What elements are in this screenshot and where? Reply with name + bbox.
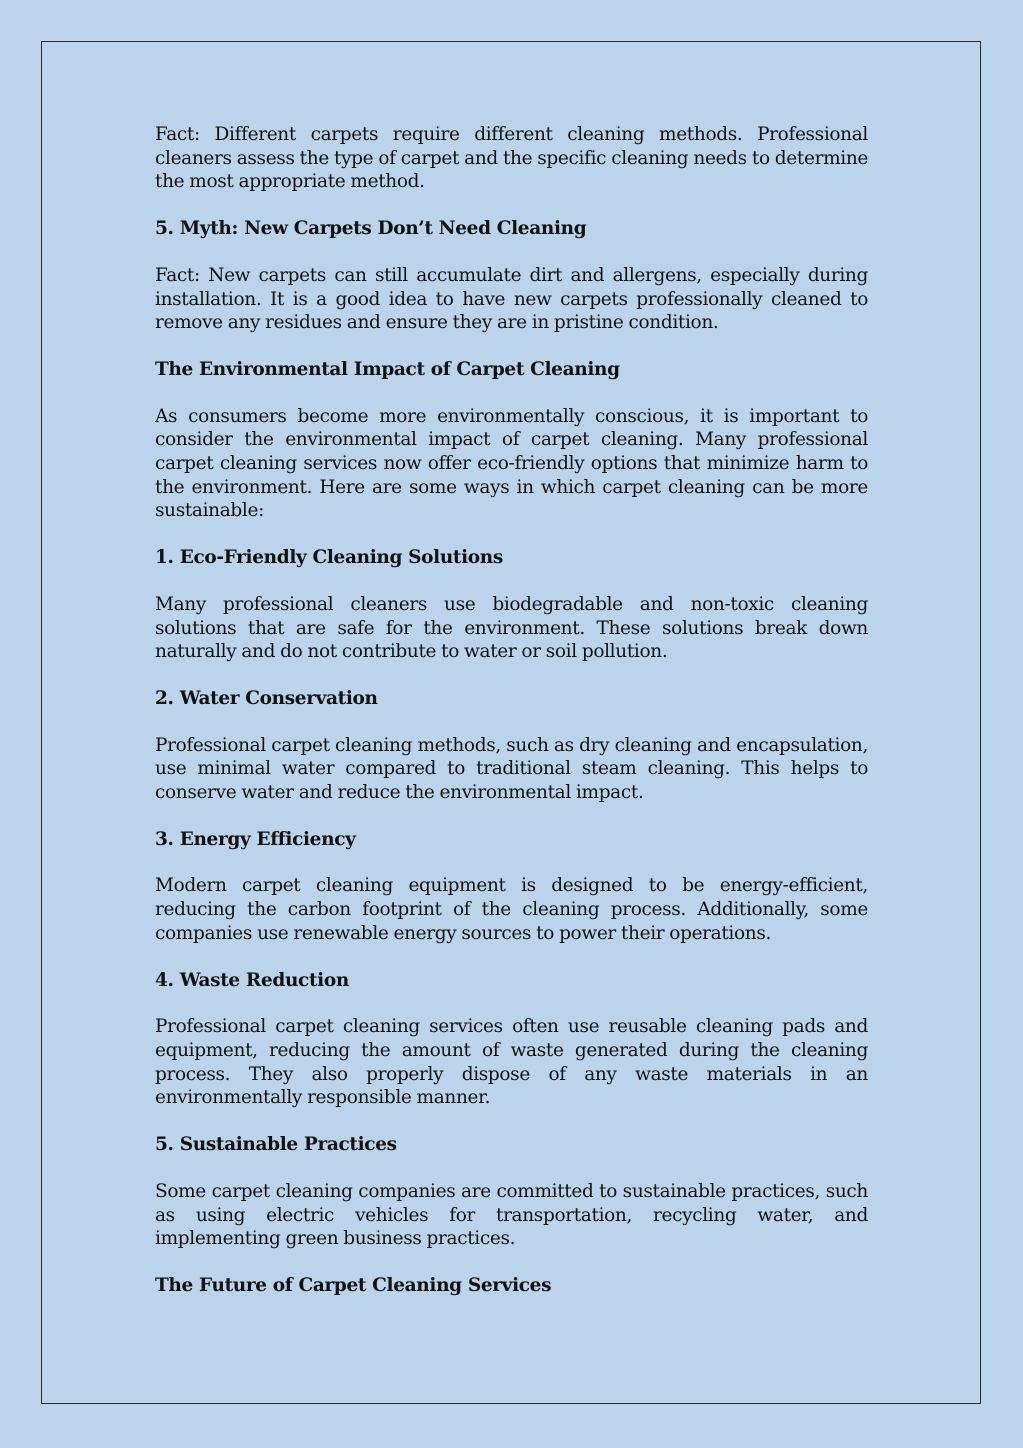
waste-reduction-heading: 4. Waste Reduction	[155, 969, 349, 991]
future-heading: The Future of Carpet Cleaning Services	[155, 1274, 552, 1296]
sustainable-practices-heading: 5. Sustainable Practices	[155, 1134, 397, 1156]
fact-paragraph-5: Fact: New carpets can still accumulate dirt and allergens, especially during installation. It is a good idea to have new carpets professionally cleaned to remove any residues and ensure they are in pristine condition.	[155, 264, 868, 334]
environmental-impact-intro: As consumers become more environmentally conscious, it is important to consider the environmental impact of carpet cleaning. Many professional carpet cleaning services now offer eco-friendly options that minimize harm to the environment. Here are some ways in which carpet cleaning can be more sustainable:	[155, 405, 868, 522]
myth-5-heading: 5. Myth: New Carpets Don’t Need Cleaning	[155, 218, 587, 240]
document-body	[155, 123, 868, 1321]
energy-efficiency-paragraph: Modern carpet cleaning equipment is designed to be energy-efficient, reducing the carbon footprint of the cleaning process. Additionally, some companies use renewable energy sources to power their operations.	[155, 875, 868, 944]
eco-friendly-solutions-heading: 1. Eco-Friendly Cleaning Solutions	[155, 547, 503, 569]
eco-friendly-solutions-paragraph: Many professional cleaners use biodegradable and non-toxic cleaning solutions that are safe for the environment. These solutions break down naturally and do not contribute to water or soil pollution.	[155, 593, 868, 663]
fact-paragraph-4: Fact: Different carpets require different cleaning methods. Professional cleaners assess the type of carpet and the specific cleaning needs to determine the most appropriate method.	[155, 124, 868, 193]
energy-efficiency-heading: 3. Energy Efficiency	[155, 828, 356, 850]
sustainable-practices-paragraph: Some carpet cleaning companies are committed to sustainable practices, such as using electric vehicles for transportation, recycling water, and implementing green business practices.	[155, 1180, 868, 1250]
environmental-impact-heading: The Environmental Impact of Carpet Cleaning	[155, 358, 620, 380]
waste-reduction-paragraph: Professional carpet cleaning services often use reusable cleaning pads and equipment, reducing the amount of waste generated during the cleaning process. They also properly dispose of any waste materials in an environmentally responsible manner.	[155, 1016, 868, 1109]
water-conservation-paragraph: Professional carpet cleaning methods, such as dry cleaning and encapsulation, use minimal water compared to traditional steam cleaning. This helps to conserve water and reduce the environmental impact.	[155, 734, 868, 804]
water-conservation-heading: 2. Water Conservation	[155, 687, 378, 709]
